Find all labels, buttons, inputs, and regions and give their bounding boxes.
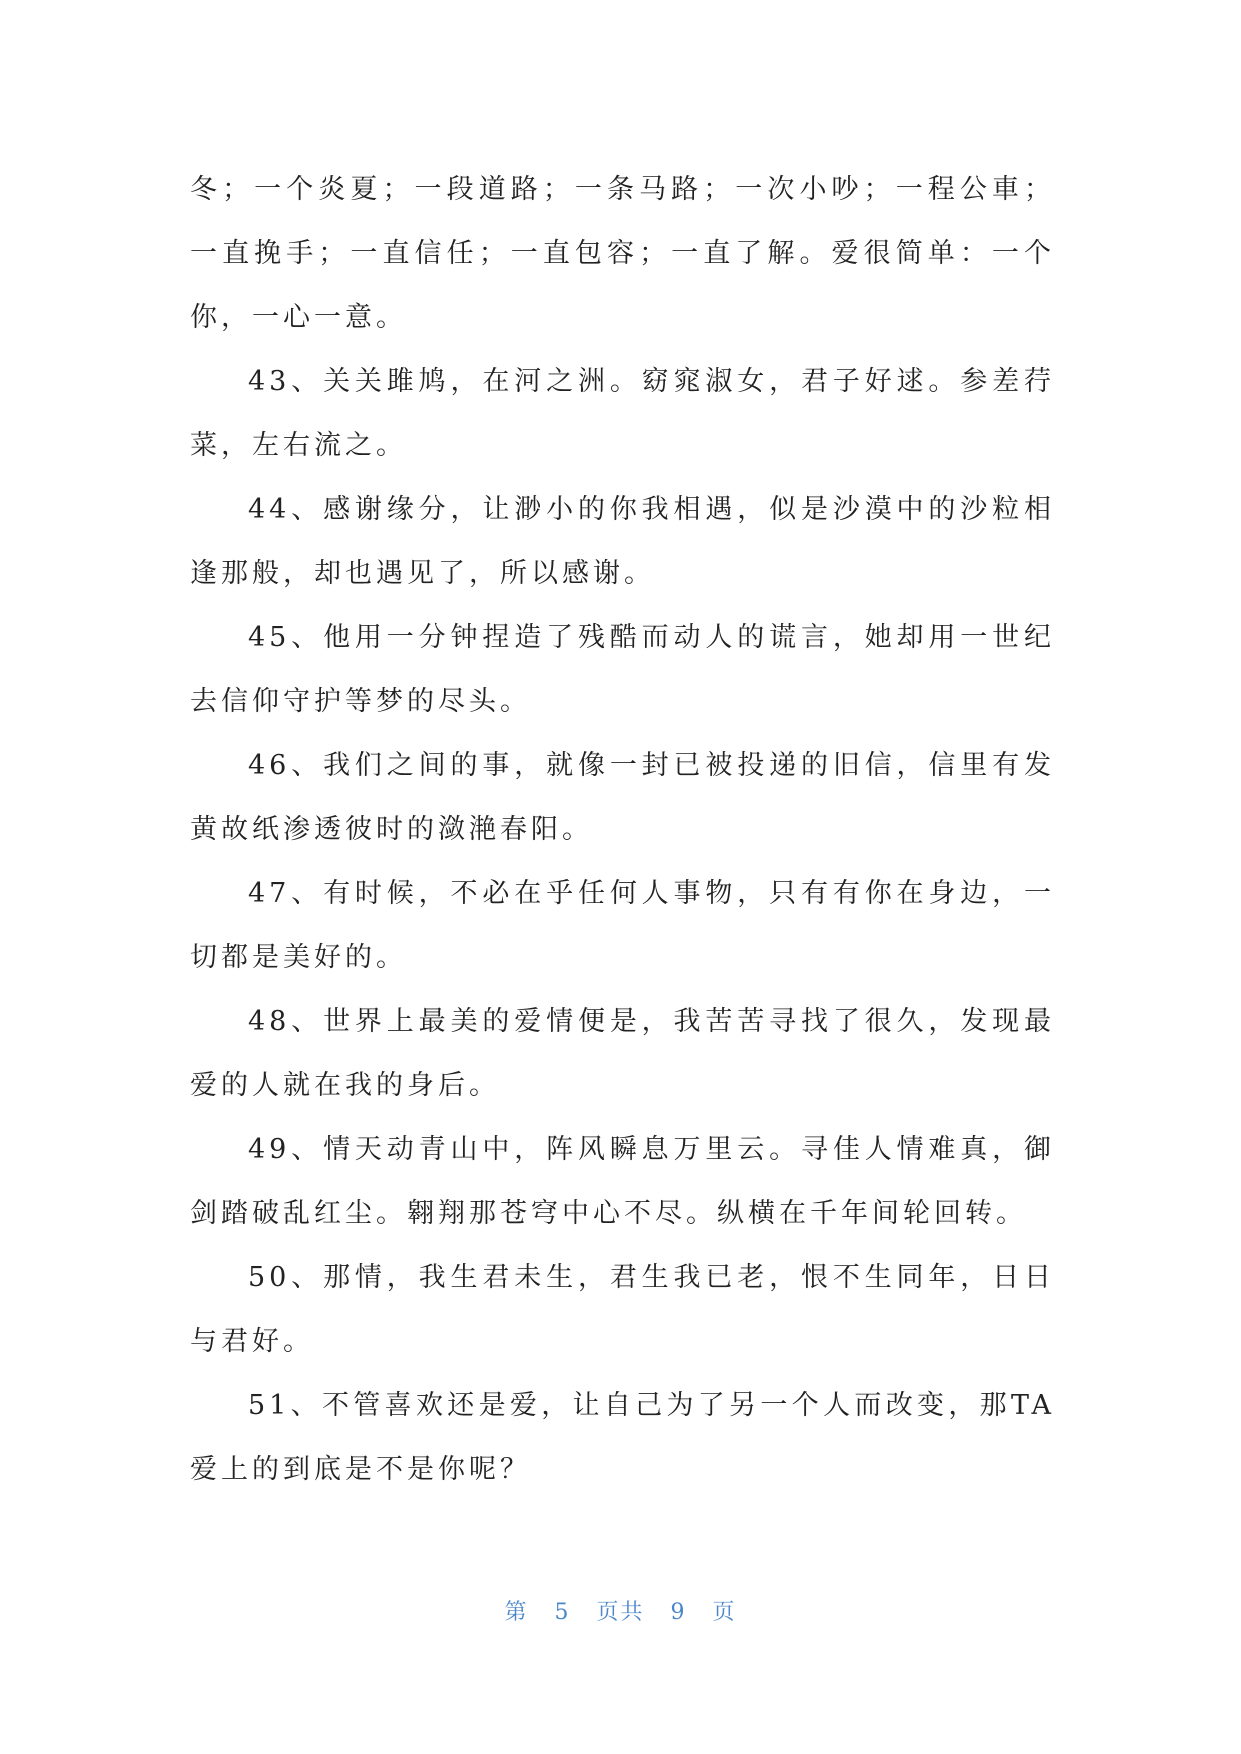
paragraph-45: 45、他用一分钟捏造了残酷而动人的谎言，她却用一世纪去信仰守护等梦的尽头。 bbox=[190, 622, 1055, 717]
paragraph-51: 51、不管喜欢还是爱，让自己为了另一个人而改变，那TA爱上的到底是不是你呢？ bbox=[190, 1390, 1055, 1485]
paragraph-43: 43、关关雎鸠，在河之洲。窈窕淑女，君子好逑。参差荇菜，左右流之。 bbox=[190, 366, 1055, 461]
footer-middle: 页共 bbox=[596, 1600, 645, 1625]
page-footer bbox=[0, 1595, 1241, 1626]
paragraph-continuation: 冬；一个炎夏；一段道路；一条马路；一次小吵；一程公車；一直挽手；一直信任；一直包容；一直了解。爱很简单：一个你，一心一意。 bbox=[190, 174, 1055, 333]
footer-total-pages: 9 bbox=[670, 1600, 687, 1625]
paragraph-48: 48、世界上最美的爱情便是，我苦苦寻找了很久，发现最爱的人就在我的身后。 bbox=[190, 1006, 1055, 1101]
paragraph-49: 49、情天动青山中，阵风瞬息万里云。寻佳人情难真，御剑踏破乱红尘。翱翔那苍穹中心不尽。纵横在千年间轮回转。 bbox=[190, 1134, 1055, 1229]
paragraph-47: 47、有时候，不必在乎任何人事物，只有有你在身边，一切都是美好的。 bbox=[190, 878, 1055, 973]
paragraph-44: 44、感谢缘分，让渺小的你我相遇，似是沙漠中的沙粒相逢那般，却也遇见了，所以感谢。 bbox=[190, 494, 1055, 589]
paragraph-50: 50、那情，我生君未生，君生我已老，恨不生同年，日日与君好。 bbox=[190, 1262, 1055, 1357]
footer-suffix: 页 bbox=[712, 1600, 737, 1625]
paragraph-46: 46、我们之间的事，就像一封已被投递的旧信，信里有发黄故纸渗透彼时的潋滟春阳。 bbox=[190, 750, 1055, 845]
footer-prefix: 第 bbox=[504, 1600, 529, 1625]
footer-current-page: 5 bbox=[554, 1600, 571, 1625]
document-body bbox=[190, 158, 1055, 1502]
